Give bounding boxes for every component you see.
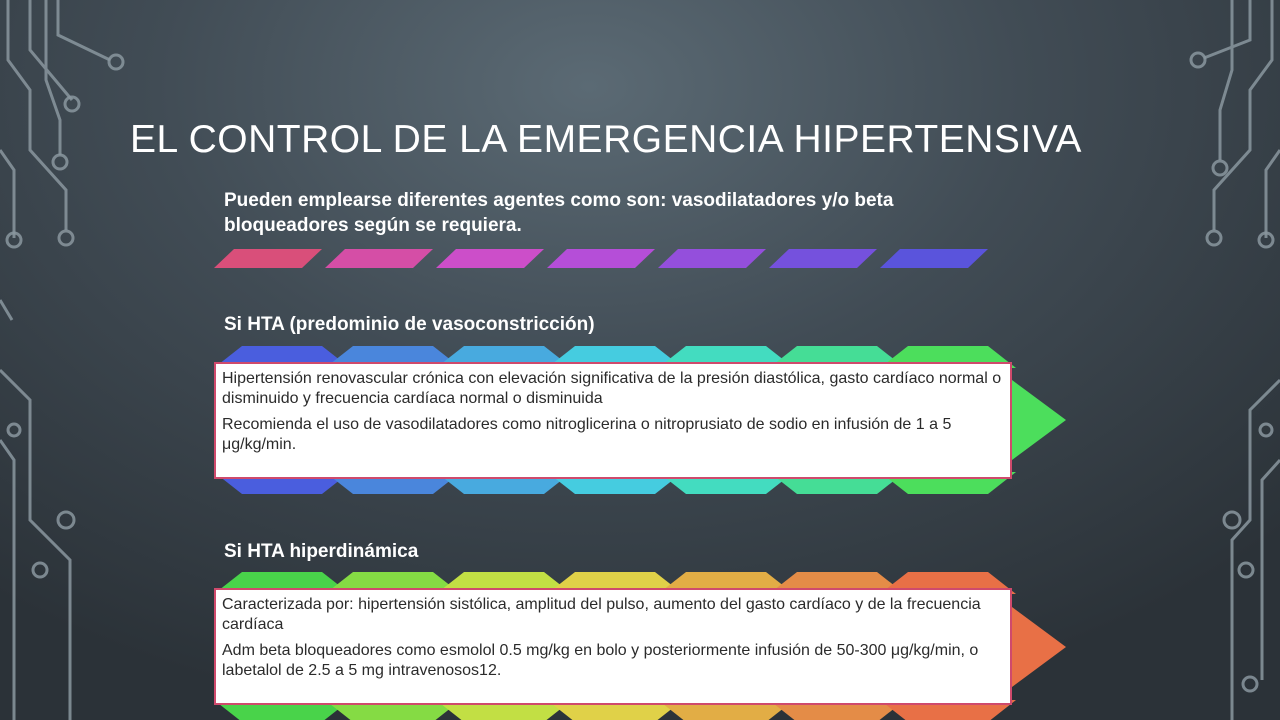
divider-parallelogram <box>214 249 322 268</box>
treatment-text: Recomienda el uso de vasodilatadores como nitroglicerina o nitroprusiato de sodio en infusión de 1 a 5 μg/kg/min. <box>222 416 952 453</box>
intro-text: Pueden emplearse diferentes agentes como son: vasodilatadores y/o beta bloqueadores según se requiera. <box>224 190 894 236</box>
description-text: Caracterizada por: hipertensión sistólica, amplitud del pulso, aumento del gasto cardíaco y de la frecuencia cardíaca <box>222 596 981 633</box>
info-box-hyperdynamic <box>214 588 1012 705</box>
divider-parallelogram <box>436 249 544 268</box>
slide-title: EL CONTROL DE LA EMERGENCIA HIPERTENSIVA <box>130 118 1082 161</box>
info-box-vasoconstriction <box>214 362 1012 479</box>
divider-parallelogram <box>325 249 433 268</box>
treatment-text: Adm beta bloqueadores como esmolol 0.5 mg/kg en bolo y posteriormente infusión de 50-300 μg/kg/min, o labetalol de 2.5 a 5 mg intravenosos12. <box>222 642 979 679</box>
process-arrow-head <box>1012 380 1066 460</box>
section-heading-vasoconstriction: Si HTA (predominio de vasoconstricción) <box>224 314 595 335</box>
divider-parallelogram <box>658 249 766 268</box>
divider-parallelogram <box>880 249 988 268</box>
process-arrow-head <box>1012 607 1066 687</box>
divider-parallelogram <box>769 249 877 268</box>
section-heading-hyperdynamic: Si HTA hiperdinámica <box>224 541 419 562</box>
description-text: Hipertensión renovascular crónica con elevación significativa de la presión diastólica, gasto cardíaco normal o disminuido y frecuencia cardíaca normal o disminuida <box>222 370 1002 407</box>
divider-parallelogram <box>547 249 655 268</box>
